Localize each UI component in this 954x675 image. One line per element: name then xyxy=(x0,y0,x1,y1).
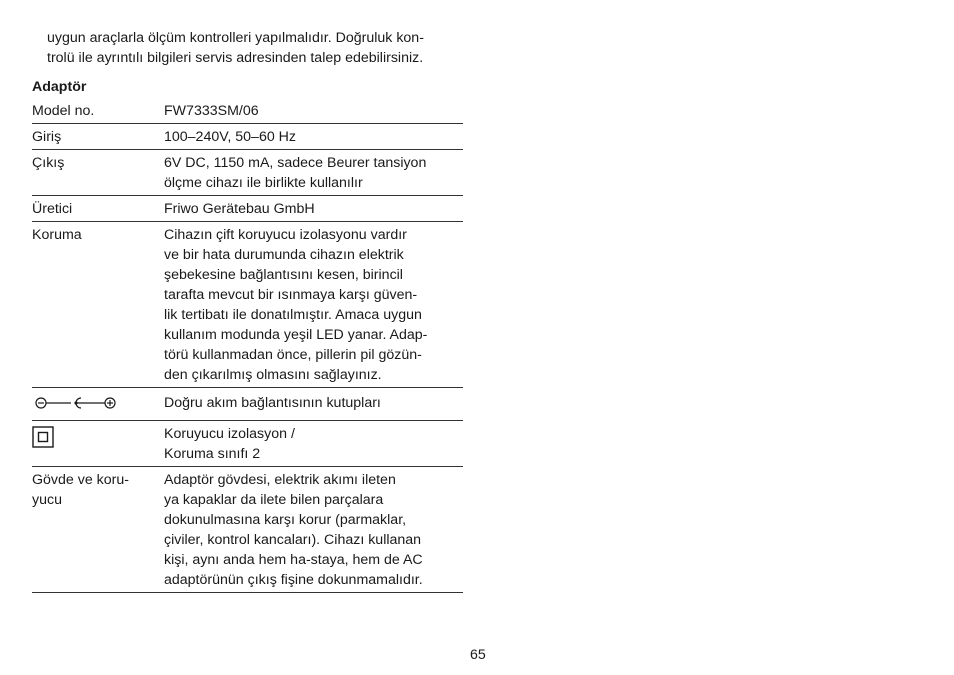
row-value: Doğru akım bağlantısının kutupları xyxy=(164,395,381,411)
row-value: Cihazın çift koruyucu izolasyonu vardır ve bir hata durumunda cihazın elektrik şebekesine bağlantısını kesen, birincil tarafta mevcut bir ısınmaya karşı güven- lik tertibatı ile donatılmıştır. Amaca uygun kullanım modunda yeşil LED yanar. Adap- törü kullanmadan önce, pillerin pil gözün- den çıkarılmış olmasını sağlayınız. xyxy=(164,227,428,383)
row-label: Giriş xyxy=(32,129,62,145)
table-row-housing xyxy=(32,467,463,593)
table-row-protection xyxy=(32,222,463,388)
row-value: Adaptör gövdesi, elektrik akımı ileten ya kapaklar da ilete bilen parçalara dokunulmasına karşı korur (parmaklar, çiviler, kontrol kancaları). Cihazı kullanan kişi, aynı anda hem ha-staya, hem de AC adaptörünün çıkış fişine dokunmamalıdır. xyxy=(164,472,423,588)
row-label: Koruma xyxy=(32,227,82,243)
row-value: Friwo Gerätebau GmbH xyxy=(164,201,315,217)
intro-line: trolü ile ayrıntılı bilgileri servis adresinden talep edebilirsiniz. xyxy=(47,50,424,66)
table-row-manufacturer xyxy=(32,196,463,222)
page-number: 65 xyxy=(470,647,486,663)
row-value: 100–240V, 50–60 Hz xyxy=(164,129,297,145)
row-label: Üretici xyxy=(32,201,73,217)
double-insulation-class2-icon xyxy=(32,426,54,448)
intro-line: uygun araçlarla ölçüm kontrolleri yapılmalıdır. Doğruluk kon- xyxy=(47,30,424,46)
table-row-output xyxy=(32,150,463,196)
table-row-model xyxy=(32,99,463,124)
row-label: Gövde ve koru- yucu xyxy=(32,472,129,508)
row-label xyxy=(32,393,164,413)
table-row-class2 xyxy=(32,421,463,467)
row-value: Koruyucu izolasyon / Koruma sınıfı 2 xyxy=(164,426,295,462)
row-value: 6V DC, 1150 mA, sadece Beurer tansiyon ölçme cihazı ile birlikte kullanılır xyxy=(164,155,427,191)
table-row-polarity xyxy=(32,388,463,421)
spec-table xyxy=(32,99,463,593)
dc-polarity-icon xyxy=(32,395,118,411)
intro-paragraph xyxy=(47,28,467,68)
row-label: Model no. xyxy=(32,103,95,119)
table-row-input xyxy=(32,124,463,150)
section-heading: Adaptör xyxy=(32,79,87,95)
row-label: Çıkış xyxy=(32,155,65,171)
row-label xyxy=(32,424,164,464)
row-value: FW7333SM/06 xyxy=(164,103,259,119)
